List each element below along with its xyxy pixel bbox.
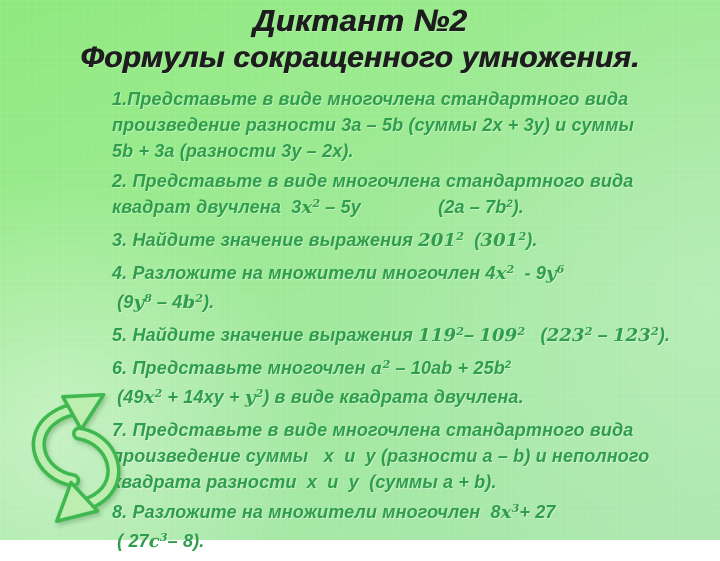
slide-title-line1: Диктант №2 <box>252 3 468 38</box>
task-line: 4. Разложите на множители многочлен $4x^2 - 9y^6$ <box>112 263 565 284</box>
task-item-4 <box>112 260 714 318</box>
task-item-6 <box>112 355 714 413</box>
task-line: произведение суммы x и y (разности a – b) и неполного <box>112 446 650 466</box>
task-line: квадрата разности x и y (суммы a + b). <box>112 472 497 492</box>
task-item-2 <box>112 168 714 223</box>
swap-arrows-icon <box>20 386 122 530</box>
slide-title-line2: Формулы сокращенного умножения. <box>80 41 640 74</box>
task-line: 7. Представьте в виде многочлена стандартного вида <box>112 420 634 440</box>
task-item-7 <box>112 417 714 495</box>
slide-title <box>0 2 720 76</box>
task-item-3 <box>112 227 714 256</box>
task-line: 3. Найдите значение выражения $201^2$ $(301^2)$. <box>112 230 538 251</box>
task-line: 8. Разложите на множители многочлен $8x^3+ 27$ <box>112 502 556 523</box>
task-line: произведение разности 3a – 5b (суммы 2x + 3y) и суммы <box>112 115 635 135</box>
task-line: 2. Представьте в виде многочлена стандартного вида <box>112 171 634 191</box>
task-line: ( $27c^3-$ 8). <box>112 531 205 552</box>
task-line: 6. Представьте многочлен $a^2 - 10ab + 25b^2$ <box>112 358 512 379</box>
task-line: $(49x^2 + 14xy + y^2)$ в виде квадрата двучлена. <box>112 387 524 408</box>
task-item-1 <box>112 86 714 164</box>
task-line: 5b + 3a (разности 3y – 2x). <box>112 141 354 161</box>
task-item-5 <box>112 322 714 351</box>
task-line: квадрат двучлена $3x^2 - 5y$ $(2a - 7b^2)$. <box>112 197 524 218</box>
task-line: $(9y^8 - 4b^2)$. <box>112 292 215 313</box>
tasks <box>112 86 714 561</box>
task-line: 1.Представьте в виде многочлена стандартного вида <box>112 89 629 109</box>
task-line: 5. Найдите значение выражения $119^2-$ $109^2$ $(223^2 - 123^2)$. <box>112 325 671 346</box>
task-item-8 <box>112 499 714 557</box>
